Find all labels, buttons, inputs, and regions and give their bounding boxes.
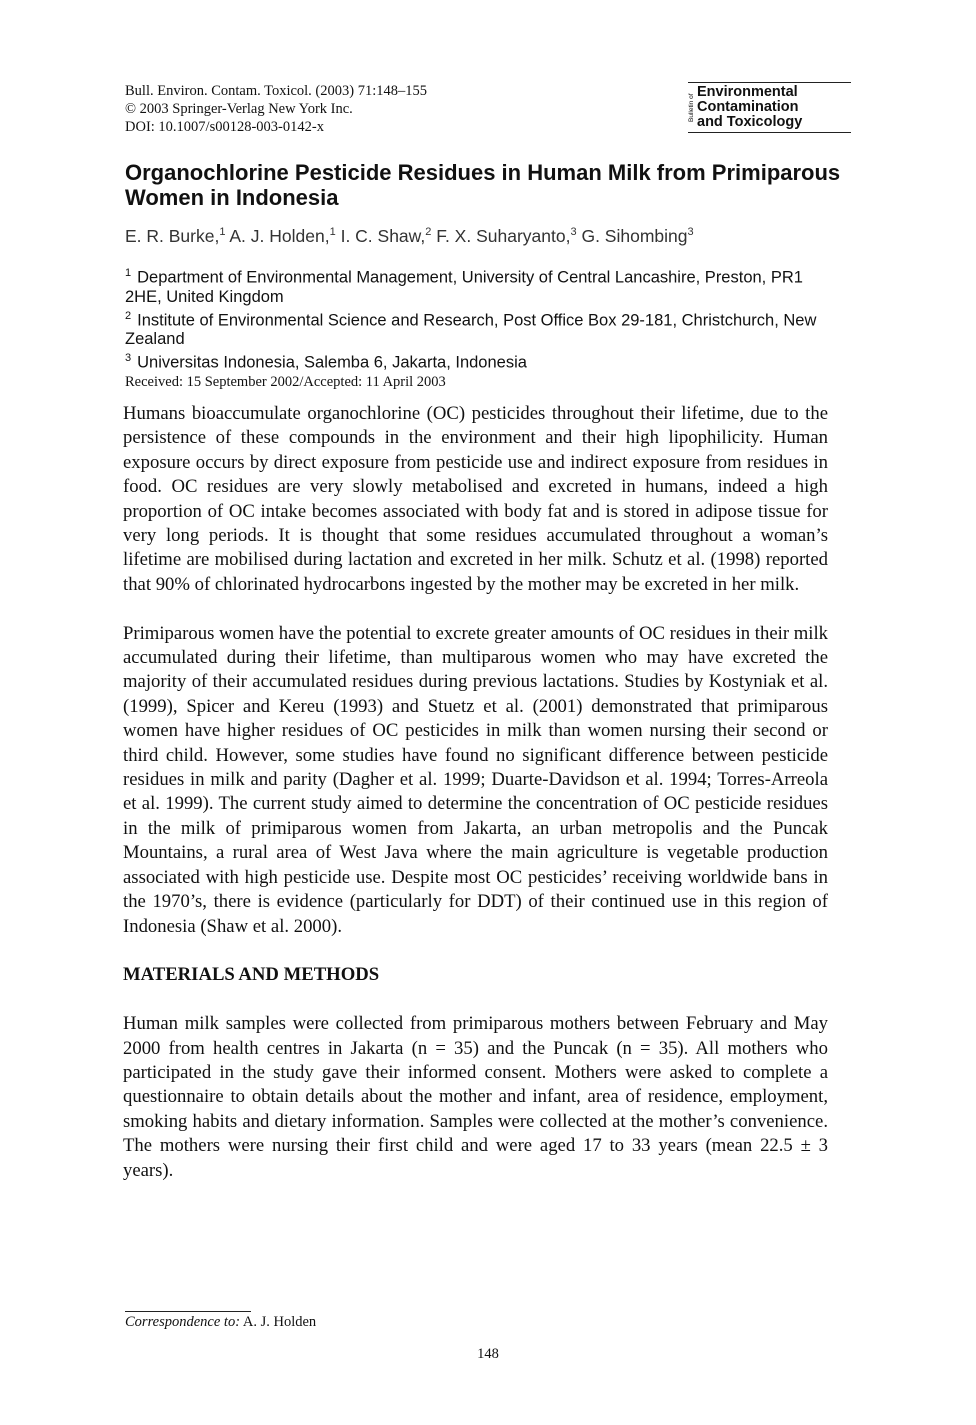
page-number: 148 [477,1346,499,1362]
citation-block [125,82,427,136]
body-paragraph: Humans bioaccumulate organochlorine (OC) pesticides throughout their lifetime, due to the persistence of these compounds in the environment and their high lipophilicity. Human exposure occurs by direct exposure from pesticide use and indirect exposure from residues in food. OC residues are very slowly metabolised and excreted in humans, indeed a high proportion of OC intake becomes associated with body fat and is stored in adipose tissue for very long periods. It is thought that some residues accumulated throughout a woman’s lifetime are mobilised during lactation and excreted in her milk. Schutz et al. (1998) reported that 90% of chlorinated hydrocarbons ingested by the mother may be excreted in her milk. [123,403,828,595]
correspondence-footnote [125,1314,316,1331]
affiliation-item [125,349,825,373]
author-name: A. J. Holden, [229,226,330,246]
author-name: F. X. Suharyanto, [436,226,571,246]
article-title: Organochlorine Pesticide Residues in Human Milk from Primiparous Women in Indonesia [125,160,841,210]
logo-body [688,85,851,130]
affiliation-mark: 1 [125,267,132,279]
journal-logo [688,82,851,133]
methods-paragraph: Human milk samples were collected from primiparous mothers between February and May 2000 from health centres in Jakarta (n = 35) and the Puncak (n = 35). All mothers who participated in the study gave their informed consent. Mothers were asked to complete a questionnaire to obtain details about the mother and infant, area of residence, employment, smoking habits and dietary information. Samples were collected at the mother’s convenience. The mothers were nursing their first child and were aged 17 to 33 years (mean 22.5 ± 3 years). [123,1013,828,1181]
logo-line-2: Contamination [697,99,799,115]
logo-bottom-rule [688,132,851,133]
author-list [125,226,694,247]
body-paragraph: Primiparous women have the potential to excrete greater amounts of OC residues in their milk accumulated during their lifetime, than multiparous women who may have excreted the majority of their accumulated residues during previous lactations. Studies by Kostyniak et al. (1999), Spicer and Kereu (1993) and Stuetz et al. (2001) demonstrated that primiparous women have higher residues of OC pesticides in milk than women nursing their second or third child. However, some studies have found no significant difference between pesticide residues in milk and parity (Dagher et al. 1999; Duarte-Davidson et al. 1994; Torres-Arreola et al. 1999). The current study aimed to determine the concentration of OC pesticide residues in the milk of primiparous women from Jakarta, an urban metropolis and the Puncak Mountains, a rural area of West Java where the main agriculture is vegetable production associated with high pesticide use. Despite most OC pesticides’ receiving worldwide bans in the 1970’s, there is evidence (particularly for DDT) of their continued use in this region of Indonesia (Shaw et al. 2000). [123,622,828,937]
affiliation-item [125,264,825,307]
author-affiliation-mark: 1 [219,226,226,239]
logo-side-text: Bulletin of [688,93,695,122]
affiliation-text: Institute of Environmental Science and Research, Post Office Box 29-181, Christchurch, New Zealand [125,311,817,348]
logo-lines [697,85,851,130]
doi-line: DOI: 10.1007/s00128-003-0142-x [125,119,324,135]
correspondence-label: Correspondence to: [125,1314,241,1330]
affiliation-mark: 2 [125,309,132,322]
author-name: G. Sihombing [581,226,688,246]
copyright-line: © 2003 Springer-Verlag New York Inc. [125,101,353,117]
received-dates: Received: 15 September 2002/Accepted: 11 April 2003 [125,374,446,390]
author-affiliation-mark: 1 [329,226,336,239]
author-affiliation-mark: 2 [425,226,432,239]
logo-top-rule [688,82,851,83]
affiliation-mark: 3 [125,352,132,364]
affiliation-text: Department of Environmental Management, University of Central Lancashire, Preston, PR1 2HE, United Kingdom [125,268,803,306]
journal-citation: Bull. Environ. Contam. Toxicol. (2003) 71:148–155 [125,83,427,99]
logo-line-1: Environmental [697,84,798,100]
correspondence-name: A. J. Holden [242,1314,317,1330]
author-affiliation-mark: 3 [570,226,577,239]
author-name: I. C. Shaw, [340,226,426,246]
affiliations [125,264,825,373]
author-affiliation-mark: 3 [687,226,694,239]
footnote-divider [125,1311,251,1312]
section-heading: MATERIALS AND METHODS [123,964,380,986]
affiliation-text: Universitas Indonesia, Salemba 6, Jakarta, Indonesia [137,353,527,372]
article-body [123,402,828,1207]
author-name: E. R. Burke, [125,226,220,246]
logo-line-3: and Toxicology [697,114,803,130]
affiliation-item [125,307,825,350]
